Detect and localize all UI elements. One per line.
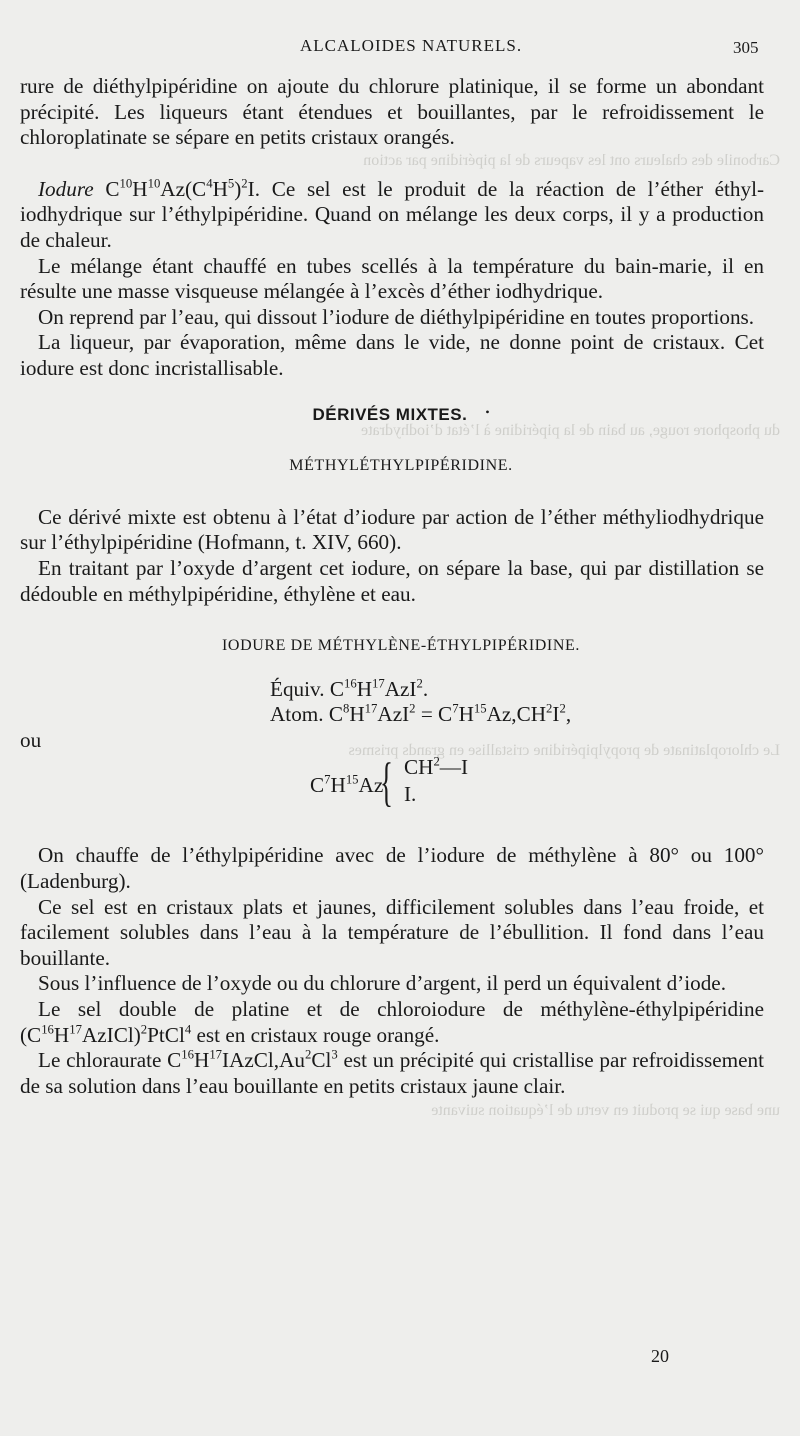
paragraph: La liqueur, par évaporation, même dans le vide, ne donne point de cristaux. Cet iodure est donc incristallisable. xyxy=(20,330,764,380)
running-head xyxy=(0,36,800,60)
show-through-texture: une base qui se produit en vertu de l’équation suivante xyxy=(431,1102,780,1119)
formula-equiv: Équiv. $C^{16}H^{17}AzI^2$. xyxy=(270,676,429,701)
page-number: 305 xyxy=(733,38,759,57)
signature-number: 20 xyxy=(651,1346,669,1366)
paragraph: Ce sel est en cristaux plats et jaunes, difficilement solubles dans l’eau froide, et facilement solubles dans l’eau à la température de l’ébullition. Il fond dans l’eau bouillante. xyxy=(20,894,764,970)
running-head-title: ALCALOIDES NATURELS. xyxy=(300,36,523,55)
formula-top: $CH^2—I$ xyxy=(404,755,469,780)
formula-bottom: I. xyxy=(404,782,417,807)
iodure-text: Ce sel est le produit de la réaction de l’éther éthyl-iodhydrique sur l’éthylpipéridine. Quand on mélange les deux corps, il y a production de chaleur. xyxy=(20,176,765,252)
brace-icon: { xyxy=(380,752,393,813)
paragraph: Sous l’influence de l’oxyde ou du chlorure d’argent, il perd un équivalent d’iode. xyxy=(38,971,727,996)
paragraph: On chauffe de l’éthylpipéridine avec de l’iodure de méthylène à 80° ou 100° (Ladenburg). xyxy=(20,843,764,894)
subsection-heading: IODURE DE MÉTHYLÈNE-ÉTHYLPIPÉRIDINE. xyxy=(222,637,580,655)
paragraph: On reprend par l’eau, qui dissout l’iodure de diéthylpipéridine en toutes proportions. xyxy=(38,304,755,329)
paragraph: Le sel double de platine et de chloroiodure de méthylène-éthylpipéridine $(C^{16}H^{17}AzICl)^2PtCl^4$ est en cristaux rouge orangé. xyxy=(20,997,764,1047)
structural-formula xyxy=(20,752,764,817)
paragraph: Le chloraurate $C^{16}H^{17}IAzCl,Au^2Cl^3$ est un précipité qui cristallise par refroidissement de sa solution dans l’eau bouillante en petits cristaux jaune clair. xyxy=(20,1047,764,1098)
paragraph: Le mélange étant chauffé en tubes scellés à la température du bain-marie, il en résulte une masse visqueuse mélangée à l’excès d’éther iodhydrique. xyxy=(20,253,764,304)
iodure-paragraph xyxy=(20,177,764,254)
formula-or: ou xyxy=(20,727,42,752)
show-through-texture: Le chloroplatinate de propylpipéridine cristallise en grands prismes xyxy=(348,742,780,759)
page-body xyxy=(20,74,764,1099)
paragraph: En traitant par l’oxyde d’argent cet iodure, on sépare la base, qui par distillation se dédouble en méthylpipéridine, éthylène et eau. xyxy=(20,555,764,606)
show-through-texture: du phosphore rouge, au bain de la pipéridine à l’état d’iodhydrate xyxy=(361,422,780,439)
section-heading: DÉRIVÉS MIXTES. • xyxy=(312,404,490,424)
show-through-texture: Carbonile des chaleurs ont les vapeurs de la pipéridine par action xyxy=(363,152,780,169)
iodure-label: Iodure xyxy=(38,176,94,201)
iodure-formula: $C^{10}H^{10}Az(C^4H^5)^2I$. xyxy=(93,176,272,201)
paragraph: Ce dérivé mixte est obtenu à l’état d’iodure par action de l’éther méthyliodhydrique sur l’éthylpipéridine (Hofmann, t. XIV, 660). xyxy=(20,504,764,555)
subsection-heading: MÉTHYLÉTHYLPIPÉRIDINE. xyxy=(289,457,513,475)
formula-left: $C^7H^{15}Az$ xyxy=(310,773,384,798)
paragraph: rure de diéthylpipéridine on ajoute du chlorure platinique, il se forme un abondant précipité. Les liqueurs étant étendues et bouillantes, par le refroidissement le chloroplatinate se sépare en petits cristaux orangés. xyxy=(20,74,764,150)
formula-atom: Atom. $C^8H^{17}AzI^2 = C^7H^{15}Az,CH^2I^2$, xyxy=(270,702,572,727)
